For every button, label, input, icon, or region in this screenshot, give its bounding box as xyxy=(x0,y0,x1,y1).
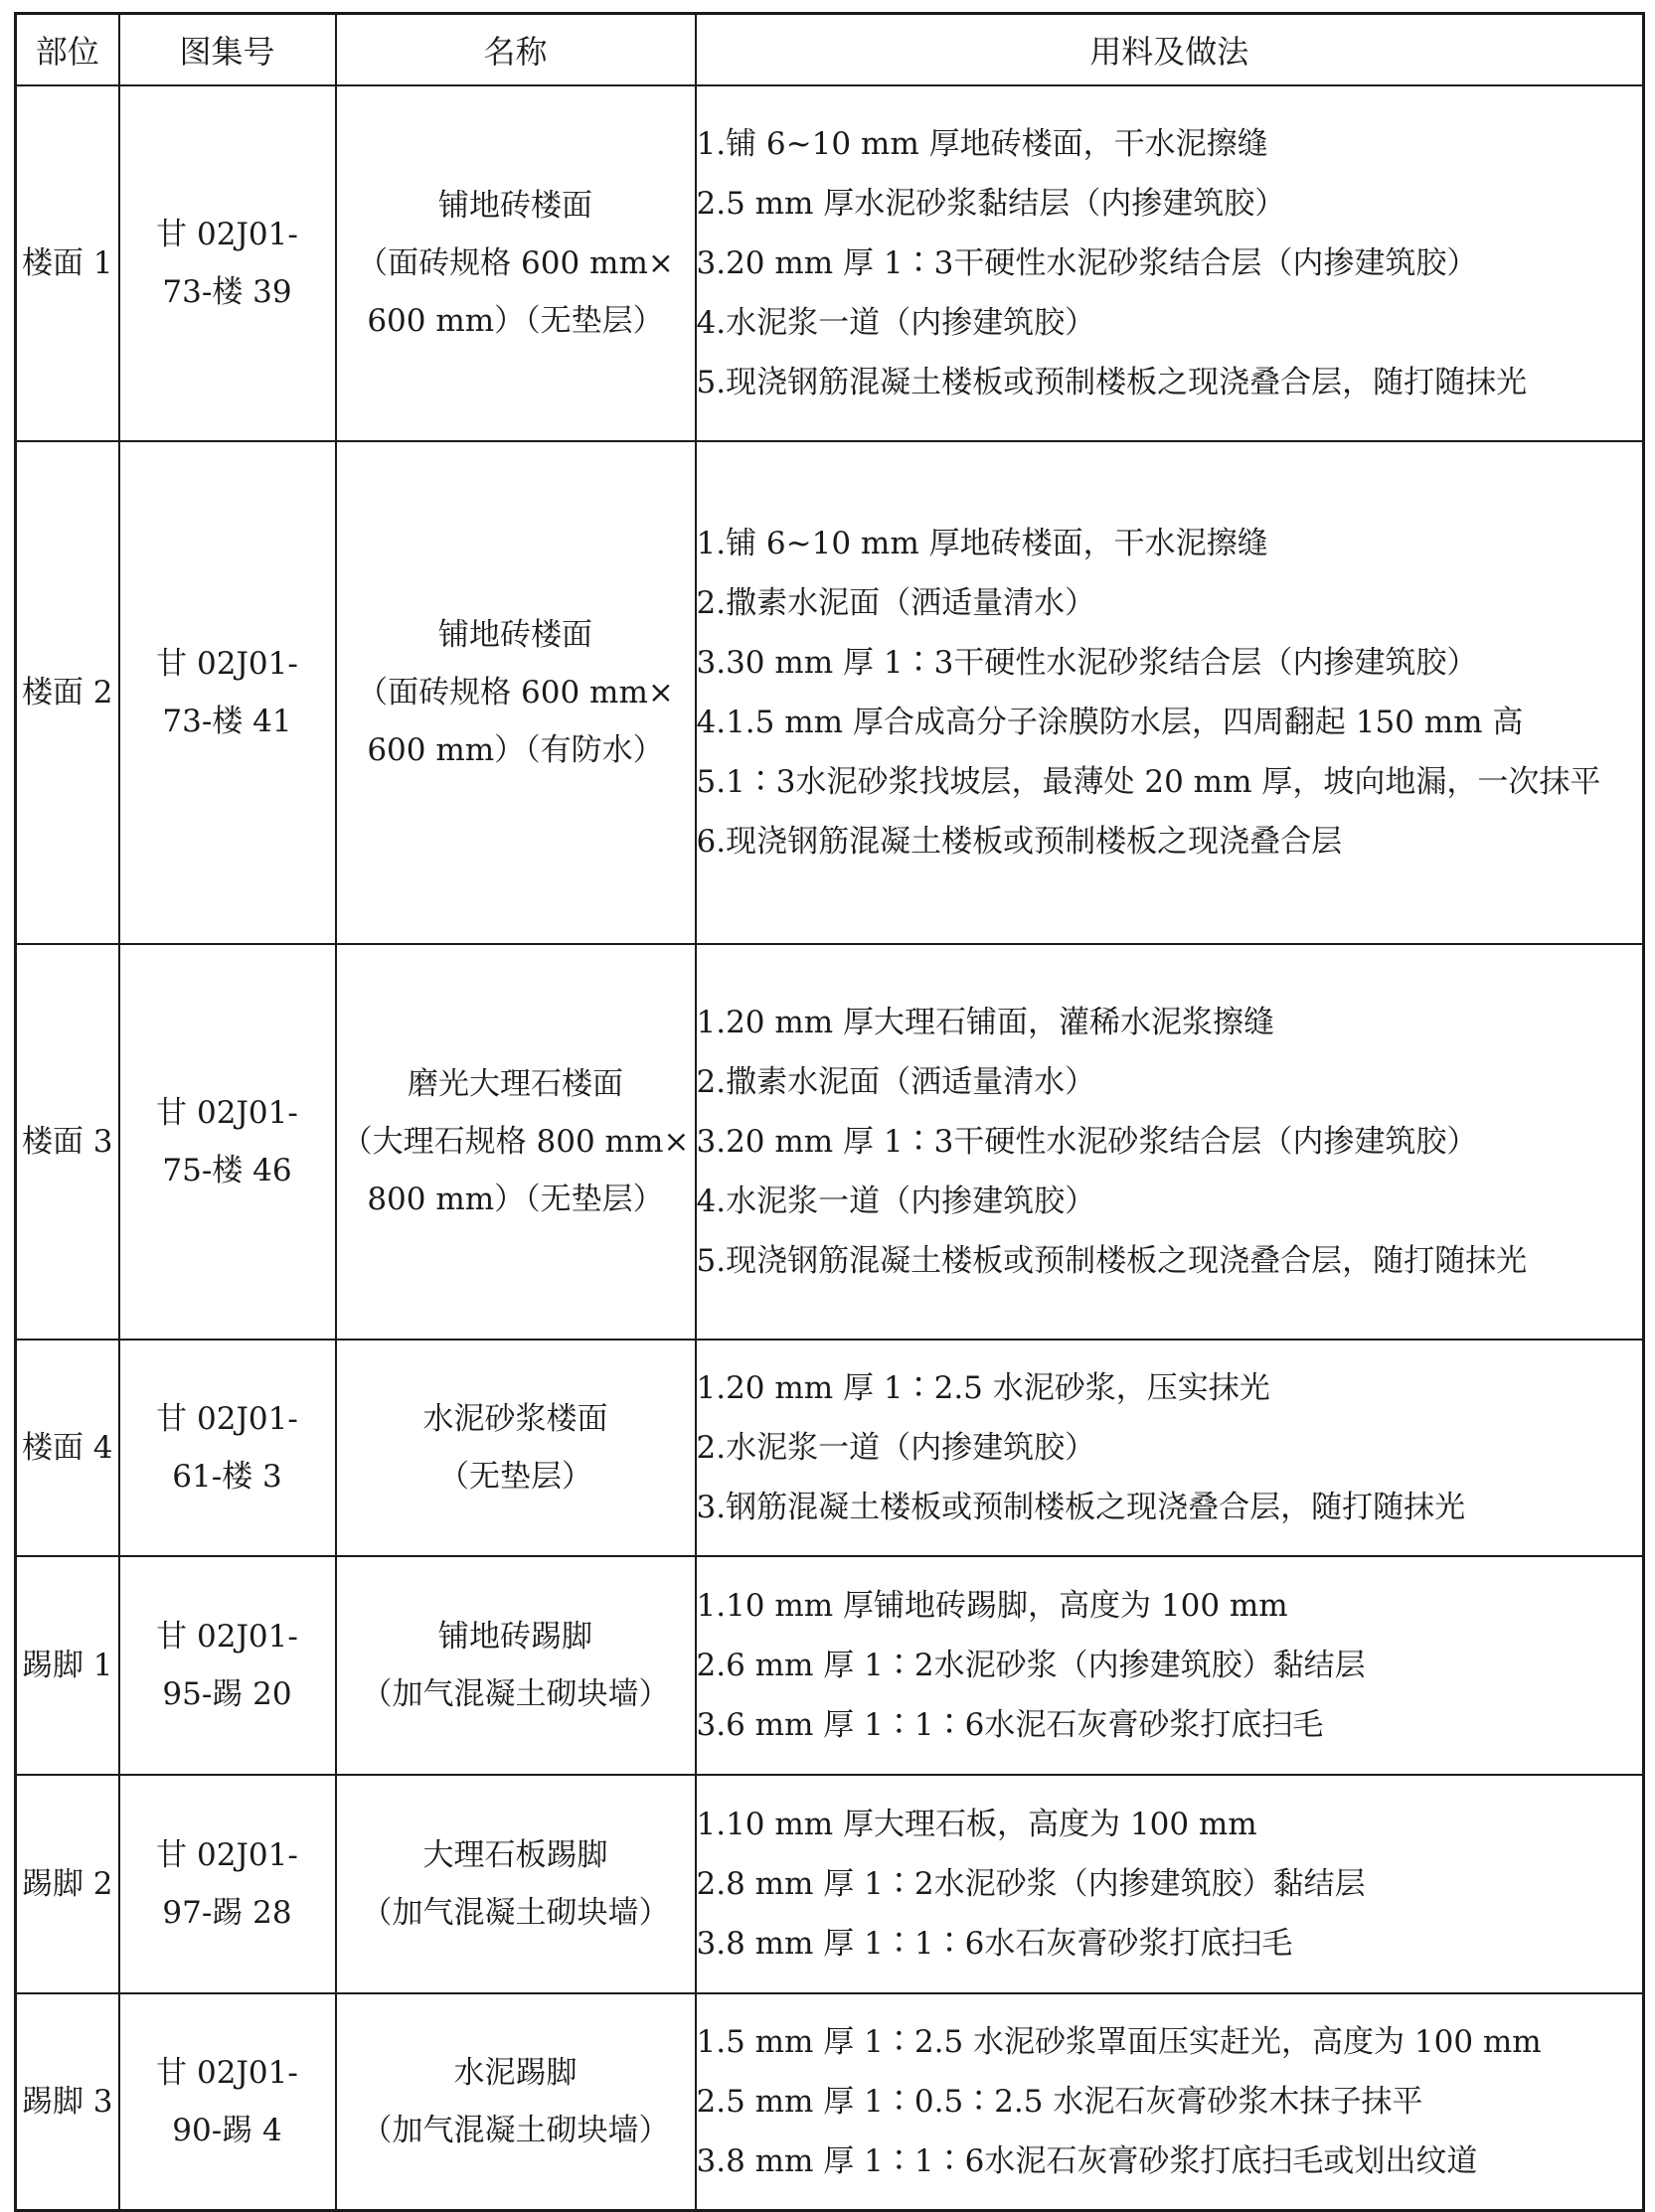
row-name xyxy=(336,85,696,441)
step-item: 2.5 mm 厚 1∶0.5∶2.5 水泥石灰膏砂浆木抹子抹平 xyxy=(696,2084,1423,2120)
name-line: 600 mm）（有防水） xyxy=(367,732,664,768)
row-name xyxy=(336,1993,696,2211)
row-atlas-code xyxy=(119,1340,336,1556)
name-line: 磨光大理石楼面 xyxy=(408,1066,623,1102)
code-line: 甘 02J01- xyxy=(156,1837,298,1873)
row-steps xyxy=(696,441,1644,944)
name-line: （加气混凝土砌块墙） xyxy=(361,1895,670,1931)
row-steps xyxy=(696,944,1644,1340)
name-line: 600 mm）（无垫层） xyxy=(367,303,664,339)
code-line: 73-楼 41 xyxy=(162,704,292,739)
code-line: 甘 02J01- xyxy=(156,1401,298,1437)
code-line: 75-楼 46 xyxy=(162,1153,292,1188)
code-line: 61-楼 3 xyxy=(172,1459,282,1495)
header-materials-method: 用料及做法 xyxy=(696,14,1644,86)
step-item: 4.水泥浆一道（内掺建筑胶） xyxy=(696,305,1096,341)
table-row xyxy=(16,85,1644,441)
row-steps xyxy=(696,1993,1644,2211)
code-line: 甘 02J01- xyxy=(156,217,298,252)
row-steps xyxy=(696,1340,1644,1556)
step-item: 2.撒素水泥面（洒适量清水） xyxy=(696,585,1096,621)
step-item: 2.5 mm 厚水泥砂浆黏结层（内掺建筑胶） xyxy=(696,186,1286,222)
step-item: 4.1.5 mm 厚合成高分子涂膜防水层，四周翻起 150 mm 高 xyxy=(696,705,1524,740)
row-position: 楼面 2 xyxy=(16,441,119,944)
row-name xyxy=(336,944,696,1340)
name-line: 铺地砖踢脚 xyxy=(438,1619,592,1655)
row-steps xyxy=(696,1775,1644,1993)
row-steps xyxy=(696,1556,1644,1775)
table-row xyxy=(16,944,1644,1340)
step-item: 1.5 mm 厚 1∶2.5 水泥砂浆罩面压实赶光，高度为 100 mm xyxy=(696,2024,1542,2060)
code-line: 甘 02J01- xyxy=(156,1619,298,1655)
row-position: 踢脚 3 xyxy=(16,1993,119,2211)
step-item: 3.8 mm 厚 1∶1∶6水泥石灰膏砂浆打底扫毛或划出纹道 xyxy=(696,2143,1478,2179)
row-steps xyxy=(696,85,1644,441)
code-line: 甘 02J01- xyxy=(156,1095,298,1131)
name-line: （大理石规格 800 mm× xyxy=(341,1124,690,1160)
row-name xyxy=(336,1340,696,1556)
table-row xyxy=(16,1993,1644,2211)
step-item: 3.钢筋混凝土楼板或预制楼板之现浇叠合层，随打随抹光 xyxy=(696,1490,1466,1525)
step-item: 5.1∶3水泥砂浆找坡层，最薄处 20 mm 厚，坡向地漏，一次抹平 xyxy=(696,764,1601,800)
name-line: 水泥踢脚 xyxy=(453,2055,578,2091)
step-item: 3.6 mm 厚 1∶1∶6水泥石灰膏砂浆打底扫毛 xyxy=(696,1707,1324,1743)
header-position: 部位 xyxy=(16,14,119,86)
code-line: 95-踢 20 xyxy=(162,1676,292,1712)
table-row xyxy=(16,1340,1644,1556)
row-atlas-code xyxy=(119,85,336,441)
row-atlas-code xyxy=(119,944,336,1340)
header-name: 名称 xyxy=(336,14,696,86)
step-item: 4.水泥浆一道（内掺建筑胶） xyxy=(696,1184,1096,1219)
step-item: 1.铺 6~10 mm 厚地砖楼面，干水泥擦缝 xyxy=(696,526,1268,561)
header-row xyxy=(16,14,1644,86)
name-line: （无垫层） xyxy=(438,1459,592,1495)
step-item: 2.8 mm 厚 1∶2水泥砂浆（内掺建筑胶）黏结层 xyxy=(696,1866,1366,1902)
step-item: 1.20 mm 厚大理石铺面，灌稀水泥浆擦缝 xyxy=(696,1005,1275,1040)
row-name xyxy=(336,1556,696,1775)
name-line: 铺地砖楼面 xyxy=(438,617,592,653)
step-item: 1.10 mm 厚大理石板，高度为 100 mm xyxy=(696,1807,1257,1842)
step-item: 1.20 mm 厚 1∶2.5 水泥砂浆，压实抹光 xyxy=(696,1370,1270,1406)
row-position: 踢脚 2 xyxy=(16,1775,119,1993)
header-atlas-code: 图集号 xyxy=(119,14,336,86)
step-item: 1.10 mm 厚铺地砖踢脚，高度为 100 mm xyxy=(696,1588,1288,1624)
name-line: 800 mm）（无垫层） xyxy=(367,1182,664,1217)
step-item: 3.30 mm 厚 1∶3干硬性水泥砂浆结合层（内掺建筑胶） xyxy=(696,645,1478,681)
row-atlas-code xyxy=(119,441,336,944)
step-item: 3.20 mm 厚 1∶3干硬性水泥砂浆结合层（内掺建筑胶） xyxy=(696,245,1478,281)
row-name xyxy=(336,1775,696,1993)
step-item: 2.水泥浆一道（内掺建筑胶） xyxy=(696,1430,1096,1466)
code-line: 73-楼 39 xyxy=(162,274,292,310)
step-item: 3.20 mm 厚 1∶3干硬性水泥砂浆结合层（内掺建筑胶） xyxy=(696,1124,1478,1160)
row-atlas-code xyxy=(119,1993,336,2211)
step-item: 1.铺 6~10 mm 厚地砖楼面，干水泥擦缝 xyxy=(696,126,1268,162)
name-line: （面砖规格 600 mm× xyxy=(357,245,674,281)
row-position: 楼面 3 xyxy=(16,944,119,1340)
step-item: 5.现浇钢筋混凝土楼板或预制楼板之现浇叠合层，随打随抹光 xyxy=(696,365,1528,400)
row-position: 踢脚 1 xyxy=(16,1556,119,1775)
name-line: 水泥砂浆楼面 xyxy=(422,1401,608,1437)
row-atlas-code xyxy=(119,1556,336,1775)
row-position: 楼面 4 xyxy=(16,1340,119,1556)
name-line: （加气混凝土砌块墙） xyxy=(361,2113,670,2148)
step-item: 5.现浇钢筋混凝土楼板或预制楼板之现浇叠合层，随打随抹光 xyxy=(696,1243,1528,1279)
name-line: 铺地砖楼面 xyxy=(438,188,592,224)
code-line: 97-踢 28 xyxy=(162,1895,292,1931)
step-item: 6.现浇钢筋混凝土楼板或预制楼板之现浇叠合层 xyxy=(696,824,1343,860)
code-line: 甘 02J01- xyxy=(156,646,298,682)
row-atlas-code xyxy=(119,1775,336,1993)
step-item: 3.8 mm 厚 1∶1∶6水石灰膏砂浆打底扫毛 xyxy=(696,1926,1293,1962)
step-item: 2.撒素水泥面（洒适量清水） xyxy=(696,1064,1096,1100)
table-row xyxy=(16,1775,1644,1993)
name-line: （面砖规格 600 mm× xyxy=(357,675,674,711)
table-row xyxy=(16,441,1644,944)
table-row xyxy=(16,1556,1644,1775)
materials-table xyxy=(14,12,1645,2212)
row-name xyxy=(336,441,696,944)
step-item: 2.6 mm 厚 1∶2水泥砂浆（内掺建筑胶）黏结层 xyxy=(696,1648,1366,1683)
name-line: 大理石板踢脚 xyxy=(422,1837,608,1873)
name-line: （加气混凝土砌块墙） xyxy=(361,1676,670,1712)
row-position: 楼面 1 xyxy=(16,85,119,441)
code-line: 甘 02J01- xyxy=(156,2055,298,2091)
code-line: 90-踢 4 xyxy=(172,2113,282,2148)
